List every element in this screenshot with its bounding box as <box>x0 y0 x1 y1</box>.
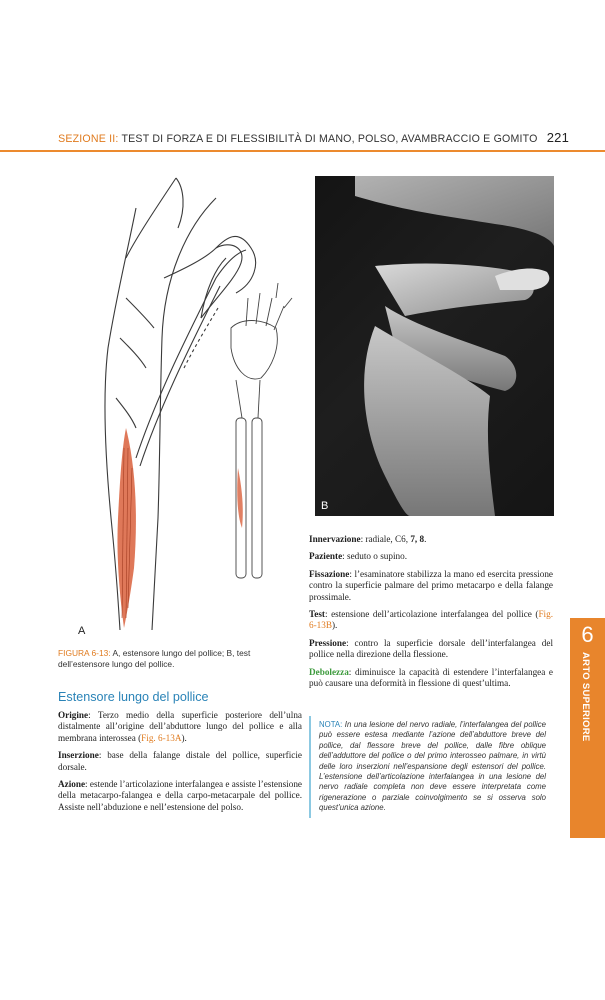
azione-paragraph <box>58 779 302 813</box>
paziente-paragraph <box>309 551 553 562</box>
chapter-number: 6 <box>581 622 594 647</box>
pressione-text: : contro la superficie dorsale dell’interfalangea del pollice nella direzione della flessione. <box>309 637 553 660</box>
page-number: 221 <box>546 130 569 145</box>
caption-label: FIGURA 6-13: <box>58 648 111 658</box>
fissazione-label: Fissazione <box>309 568 350 579</box>
inserzione-text: : base della falange distale del pollice, superficie dorsale. <box>58 750 302 772</box>
debolezza-paragraph <box>309 667 553 690</box>
innervazione-label: Innervazione <box>309 534 361 544</box>
pressione-paragraph <box>309 638 553 661</box>
figure-panel-b <box>315 176 554 516</box>
thumb-test-photo <box>315 176 554 516</box>
azione-label: Azione <box>58 779 86 790</box>
chapter-side-tab[interactable] <box>570 618 605 838</box>
azione-text: : estende l’articolazione interfalangea e assiste l’estensione della metacarpo-falangea e della carpo-metacarpale del pollice. Assiste nell’abduzione e nell’estensione del polso. <box>58 779 302 812</box>
muscle-title: Estensore lungo del pollice <box>58 690 209 704</box>
left-column <box>58 710 302 819</box>
right-column <box>309 534 553 695</box>
test-paragraph <box>309 609 553 632</box>
note-box <box>309 716 546 818</box>
caption-text: A, estensore lungo del pollice; B, test dell’estensore lungo del pollice. <box>58 648 251 669</box>
figure-panel-a <box>66 168 306 638</box>
figure-caption <box>58 648 303 670</box>
test-label: Test <box>309 609 325 620</box>
origine-paragraph <box>58 710 302 744</box>
innervazione-text: : radiale, C6, <box>360 534 411 544</box>
fissazione-text: : l’esaminatore stabilizza la mano ed esercita pressione contro la superficie palmare del primo metacarpo e della falange prossimale. <box>309 568 553 602</box>
fig-ref-13a[interactable]: Fig. 6-13A <box>141 732 182 743</box>
pressione-label: Pressione <box>309 637 347 648</box>
paziente-label: Paziente <box>309 551 343 562</box>
header-rule <box>0 150 605 152</box>
innervazione-roots: 7, 8 <box>410 534 425 544</box>
innervazione-end: . <box>424 534 427 544</box>
panel-a-label: A <box>78 625 86 637</box>
chapter-title: ARTO SUPERIORE <box>580 652 591 742</box>
note-text: In una lesione del nervo radiale, l’interfalangea del pollice può essere estesa mediante l’azione dell’abduttore breve del pollice, dal flessore breve del pollice, dalle fibre oblique dell’adduttore del pollice o del primo interosseo palmare, in virtù delle loro inserzioni nell’espansione degli estensori del pollice. L’estensione dell’articolazione interfalangea in una lesione del nervo radiale completa non deve essere interpretata come rigenerazione o parziale coinvolgimento se si osserva solo quest’unica azione. <box>319 720 546 813</box>
paziente-text: : seduto o supino. <box>342 551 407 562</box>
innervazione-paragraph <box>309 534 553 545</box>
test-end: ). <box>331 620 338 631</box>
test-text: : estensione dell’articolazione interfalangea del pollice ( <box>325 609 539 620</box>
inserzione-paragraph <box>58 750 302 773</box>
debolezza-label: Debolezza <box>309 666 349 677</box>
origine-end: ). <box>181 732 187 743</box>
running-head <box>0 130 569 145</box>
section-title: TEST DI FORZA E DI FLESSIBILITÀ DI MANO, POLSO, AVAMBRACCIO E GOMITO <box>121 133 538 145</box>
section-label: SEZIONE II: <box>58 133 119 145</box>
debolezza-text: : diminuisce la capacità di estendere l’interfalangea e può causare una deformità in flessione di quest’ultima. <box>309 666 553 689</box>
note-label: NOTA: <box>319 720 343 729</box>
fig-ref-13b[interactable]: Fig. 6-13B <box>309 609 553 631</box>
origine-text: : Terzo medio della superficie posteriore dell’ulna distalmente all’origine dell’abduttore lungo del pollice e alla membrana interossea ( <box>58 710 302 743</box>
inserzione-label: Inserzione <box>58 750 99 761</box>
anatomical-hand-illustration <box>66 168 306 638</box>
fissazione-paragraph <box>309 569 553 603</box>
origine-label: Origine <box>58 710 89 720</box>
panel-b-label: B <box>321 500 329 512</box>
